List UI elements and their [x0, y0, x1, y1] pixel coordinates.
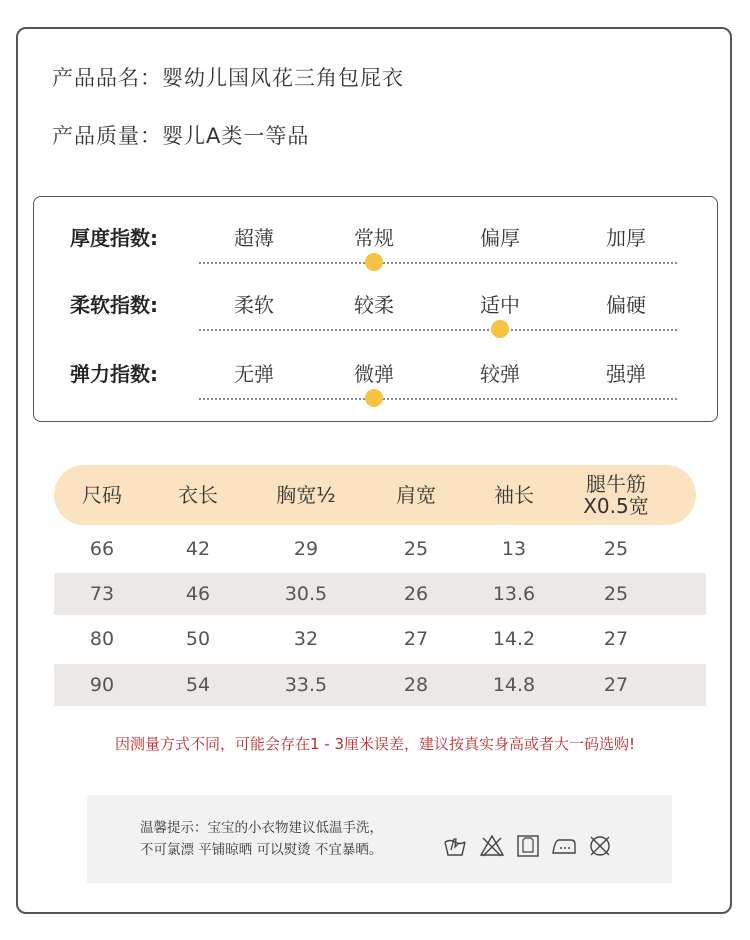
product-quality-label: 产品质量：: [52, 124, 162, 148]
index-option: 超薄: [234, 226, 274, 250]
index-option: 强弹: [606, 362, 646, 386]
table-cell: 30.5: [284, 583, 328, 605]
index-selected-marker: [365, 253, 383, 271]
table-header-cell: 尺码: [82, 483, 122, 507]
index-dotted-track: [199, 262, 677, 264]
no-tumble-dry-icon: [587, 833, 613, 859]
index-option: 较弹: [480, 362, 520, 386]
product-name-label: 产品品名：: [52, 66, 162, 90]
table-cell: 80: [89, 628, 115, 650]
table-cell: 25: [603, 538, 629, 560]
table-row: [54, 664, 706, 706]
product-quality: [52, 120, 309, 150]
care-tip-line-2: 不可氯漂 平铺晾晒 可以熨烫 不宜暴晒。: [140, 842, 383, 858]
index-row: [34, 222, 717, 272]
product-name: [52, 62, 404, 92]
table-row: [54, 618, 706, 660]
index-option: 偏硬: [606, 293, 646, 317]
table-cell: 27: [603, 674, 629, 696]
table-cell: 25: [403, 538, 429, 560]
index-selected-marker: [365, 389, 383, 407]
table-cell: 14.2: [492, 628, 536, 650]
care-tip-line-1: 温馨提示：宝宝的小衣物建议低温手洗，: [140, 820, 383, 836]
table-cell: 42: [185, 538, 211, 560]
iron-icon: [551, 833, 577, 859]
index-label: 柔软指数:: [70, 293, 158, 317]
table-cell: 33.5: [284, 674, 328, 696]
table-cell: 73: [89, 583, 115, 605]
product-quality-value: 婴儿A类一等品: [162, 124, 310, 148]
table-cell: 46: [185, 583, 211, 605]
index-label: 弹力指数:: [70, 362, 158, 386]
table-cell: 90: [89, 674, 115, 696]
index-selected-marker: [491, 320, 509, 338]
table-header-cell: 胸宽½: [276, 483, 336, 507]
table-cell: 27: [603, 628, 629, 650]
index-option: 适中: [480, 293, 520, 317]
care-tip-text: [140, 817, 383, 861]
table-cell: 13: [501, 538, 527, 560]
care-tip-box: [87, 795, 672, 883]
table-header-cell: 腿牛筋 X0.5宽: [583, 472, 649, 518]
index-option: 加厚: [606, 226, 646, 250]
table-cell: 66: [89, 538, 115, 560]
table-cell: 29: [293, 538, 319, 560]
measurement-note: 因测量方式不同，可能会存在1 - 3厘米误差，建议按真实身高或者大一码选购!: [114, 735, 636, 753]
table-cell: 54: [185, 674, 211, 696]
index-option: 常规: [354, 226, 394, 250]
size-table-header: [54, 465, 696, 525]
table-cell: 27: [403, 628, 429, 650]
table-cell: 13.6: [492, 583, 536, 605]
no-bleach-icon: [479, 833, 505, 859]
table-cell: 32: [293, 628, 319, 650]
index-option: 无弹: [234, 362, 274, 386]
index-option: 柔软: [234, 293, 274, 317]
index-option: 偏厚: [480, 226, 520, 250]
index-dotted-track: [199, 329, 677, 331]
table-header-cell: 肩宽: [396, 483, 436, 507]
index-dotted-track: [199, 398, 677, 400]
table-cell: 25: [603, 583, 629, 605]
index-option: 微弹: [354, 362, 394, 386]
index-panel: [33, 196, 718, 422]
index-row: [34, 358, 717, 408]
table-cell: 26: [403, 583, 429, 605]
table-row: [54, 528, 706, 570]
table-cell: 28: [403, 674, 429, 696]
index-label: 厚度指数:: [70, 226, 158, 250]
index-row: [34, 289, 717, 339]
index-option: 较柔: [354, 293, 394, 317]
table-header-cell: 袖长: [494, 483, 534, 507]
table-row: [54, 573, 706, 615]
table-cell: 50: [185, 628, 211, 650]
table-cell: 14.8: [492, 674, 536, 696]
hand-wash-icon: [442, 833, 468, 859]
dry-flat-icon: [515, 833, 541, 859]
table-header-cell: 衣长: [178, 483, 218, 507]
product-name-value: 婴幼儿国风花三角包屁衣: [162, 66, 404, 90]
